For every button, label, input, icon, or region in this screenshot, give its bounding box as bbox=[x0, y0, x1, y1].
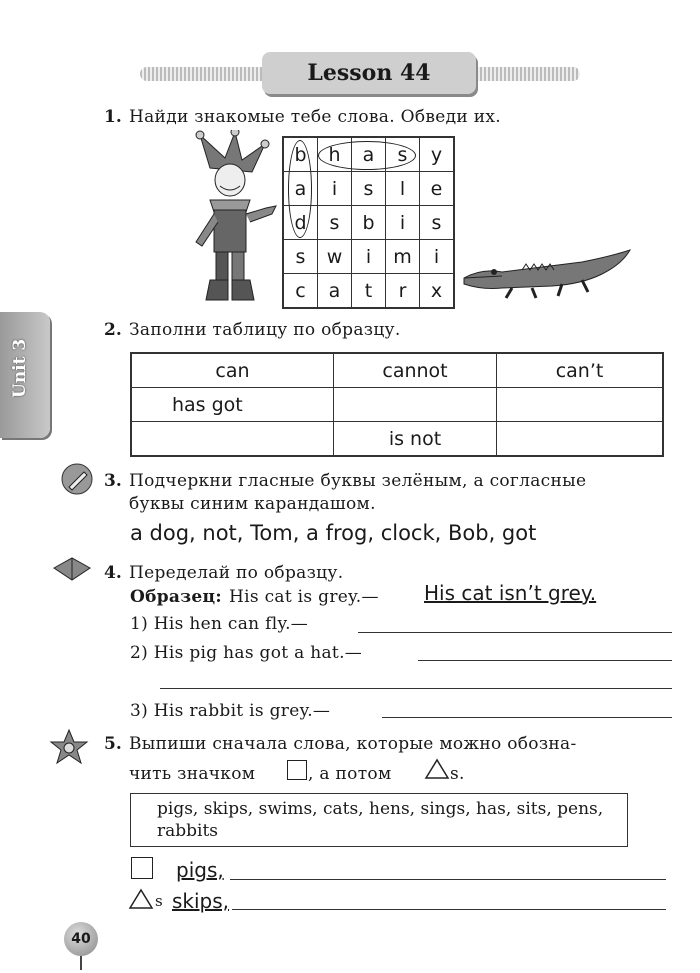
answer-line[interactable] bbox=[232, 909, 666, 910]
task2-text: Заполни таблицу по образцу. bbox=[129, 320, 401, 340]
triangle-answer-suffix: s bbox=[155, 892, 163, 910]
word-list: pigs, skips, swims, cats, hens, sings, has, sits, pens, rabbits bbox=[157, 799, 604, 841]
pencil-icon bbox=[60, 462, 94, 496]
task2-number: 2. bbox=[104, 320, 122, 340]
task5-text-line1: Выпиши сначала слова, которые можно обозна- bbox=[129, 734, 577, 754]
triangle-answer-sample: skips, bbox=[172, 889, 230, 913]
triangle-answer-icon bbox=[128, 888, 154, 910]
grid-cell[interactable]: s bbox=[283, 240, 318, 274]
star-icon bbox=[48, 728, 90, 766]
grid-cell[interactable]: w bbox=[318, 240, 352, 274]
task3-text-line2: буквы синим карандашом. bbox=[129, 494, 376, 514]
task4-item-2: 2) His pig has got a hat.— bbox=[130, 643, 363, 663]
grid-cell[interactable]: i bbox=[352, 240, 386, 274]
table-cell-empty[interactable] bbox=[334, 388, 497, 422]
task5-text-line2c: s. bbox=[450, 764, 465, 784]
answer-line[interactable] bbox=[418, 660, 672, 661]
grid-cell[interactable]: h bbox=[318, 137, 352, 172]
grid-cell[interactable]: e bbox=[420, 172, 455, 206]
grid-cell[interactable]: t bbox=[352, 274, 386, 309]
square-answer-sample: pigs, bbox=[176, 858, 224, 882]
table-header-cant: can’t bbox=[497, 353, 664, 388]
task5-text-line2: чить значком bbox=[129, 764, 256, 784]
grid-cell[interactable]: c bbox=[283, 274, 318, 309]
task5-text-line2b: , а потом bbox=[308, 764, 392, 784]
table-cell: is not bbox=[334, 422, 497, 457]
unit-tab bbox=[0, 312, 50, 438]
word-list-box bbox=[130, 793, 628, 847]
task1-text: Найди знакомые тебе слова. Обведи их. bbox=[129, 107, 501, 127]
unit-tab-label: Unit 3 bbox=[10, 338, 30, 398]
task3-number: 3. bbox=[104, 471, 122, 491]
answer-line[interactable] bbox=[382, 717, 672, 718]
table-cell: has got bbox=[131, 388, 334, 422]
triangle-symbol-icon bbox=[424, 758, 450, 780]
sample-oval-bad bbox=[288, 140, 312, 238]
sample-label: Образец: bbox=[130, 587, 222, 607]
fill-table bbox=[130, 352, 664, 457]
grid-cell[interactable]: y bbox=[420, 137, 455, 172]
table-cell-empty[interactable] bbox=[131, 422, 334, 457]
table-cell-empty[interactable] bbox=[497, 388, 664, 422]
grid-cell[interactable]: d bbox=[283, 206, 318, 240]
square-symbol-icon bbox=[287, 760, 307, 780]
task4-item-1: 1) His hen can fly.— bbox=[130, 614, 309, 634]
grid-cell[interactable]: s bbox=[386, 137, 420, 172]
task4-text: Переделай по образцу. bbox=[129, 563, 344, 583]
book-icon bbox=[52, 554, 92, 584]
grid-cell[interactable]: r bbox=[386, 274, 420, 309]
grid-cell[interactable]: b bbox=[283, 137, 318, 172]
grid-cell[interactable]: i bbox=[420, 240, 455, 274]
grid-cell[interactable]: i bbox=[386, 206, 420, 240]
task1-number: 1. bbox=[104, 107, 122, 127]
grid-cell[interactable]: x bbox=[420, 274, 455, 309]
task4-item-3: 3) His rabbit is grey.— bbox=[130, 701, 331, 721]
sample-answer: His cat isn’t grey. bbox=[424, 581, 597, 605]
jester-illustration bbox=[180, 130, 280, 305]
table-cell-empty[interactable] bbox=[497, 422, 664, 457]
grid-cell[interactable]: i bbox=[318, 172, 352, 206]
task5-number: 5. bbox=[104, 734, 122, 754]
lesson-title: Lesson 44 bbox=[262, 52, 476, 94]
table-header-can: can bbox=[131, 353, 334, 388]
task4-number: 4. bbox=[104, 563, 122, 583]
task3-text-line1: Подчеркни гласные буквы зелёным, а согласные bbox=[129, 471, 587, 491]
grid-cell[interactable]: a bbox=[352, 137, 386, 172]
grid-cell[interactable]: s bbox=[420, 206, 455, 240]
task3-words: a dog, not, Tom, a frog, clock, Bob, got bbox=[130, 521, 537, 545]
answer-line[interactable] bbox=[230, 879, 666, 880]
table-header-cannot: cannot bbox=[334, 353, 497, 388]
grid-cell[interactable]: a bbox=[283, 172, 318, 206]
sample-oval-has bbox=[318, 141, 416, 170]
answer-line[interactable] bbox=[358, 632, 672, 633]
square-answer-icon bbox=[131, 857, 153, 879]
page-number: 40 bbox=[64, 922, 98, 956]
grid-cell[interactable]: a bbox=[318, 274, 352, 309]
balloon-string bbox=[80, 956, 82, 970]
grid-cell[interactable]: m bbox=[386, 240, 420, 274]
grid-cell[interactable]: l bbox=[386, 172, 420, 206]
grid-cell[interactable]: s bbox=[318, 206, 352, 240]
grid-cell[interactable]: s bbox=[352, 172, 386, 206]
answer-line[interactable] bbox=[160, 688, 672, 689]
grid-cell[interactable]: b bbox=[352, 206, 386, 240]
sample-text: His cat is grey.— bbox=[229, 587, 379, 607]
crocodile-illustration bbox=[462, 248, 636, 300]
